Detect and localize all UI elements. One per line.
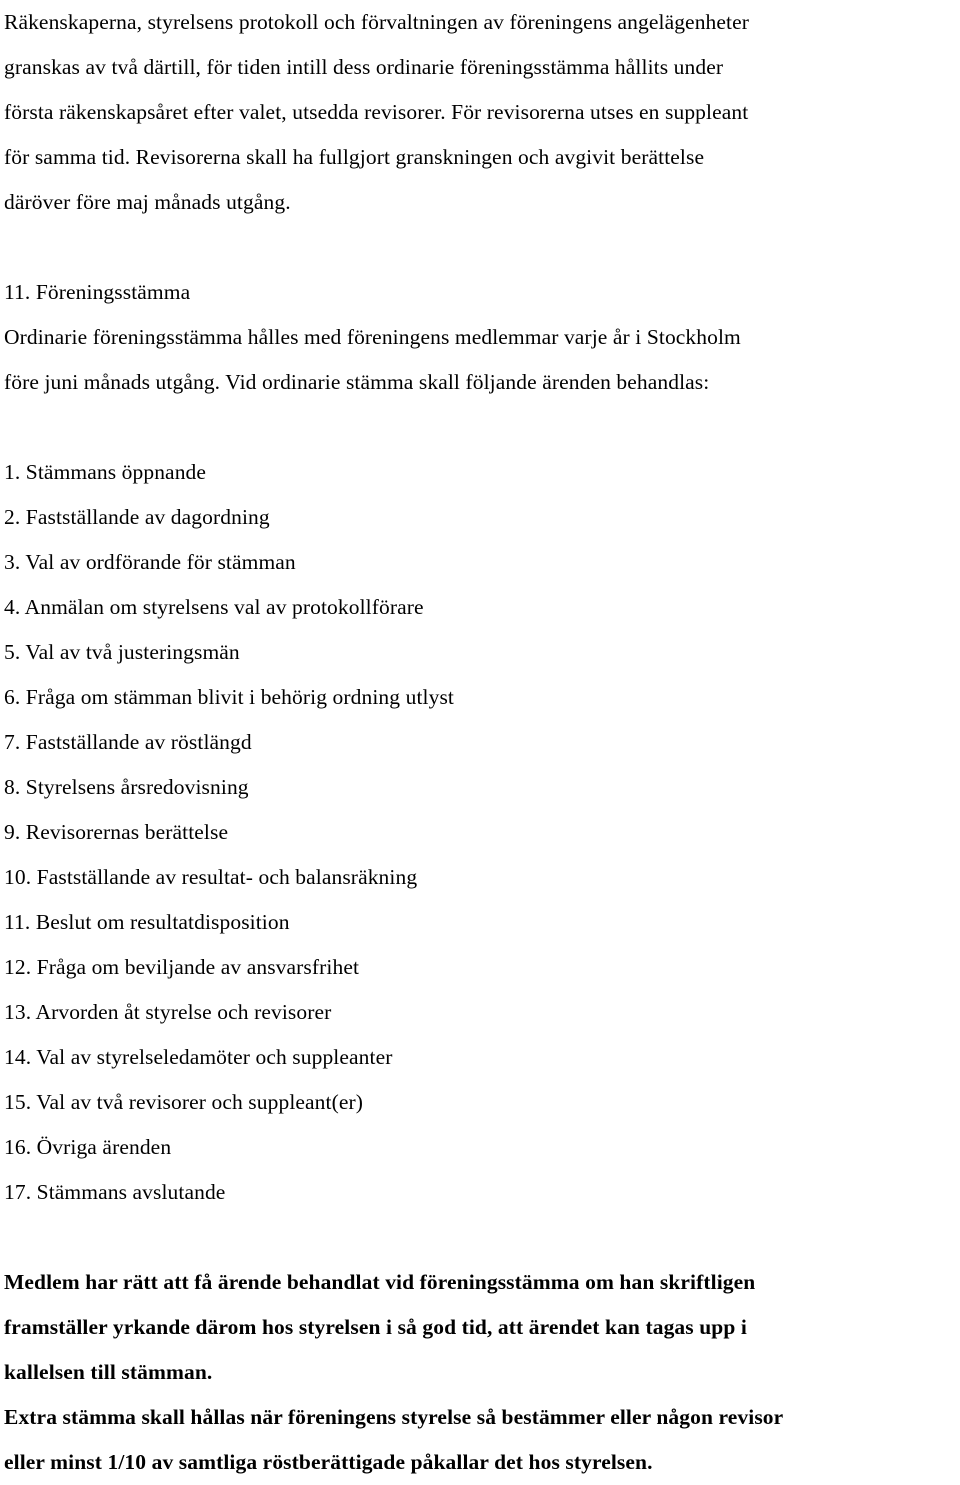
intro-paragraph xyxy=(4,0,956,225)
agenda-item: 7. Fastställande av röstlängd xyxy=(4,730,252,754)
text-line: före juni månads utgång. Vid ordinarie stämma skall följande ärenden behandlas: xyxy=(4,370,710,394)
text-line: eller minst 1/10 av samtliga röstberättigade påkallar det hos styrelsen. xyxy=(4,1450,653,1474)
section-heading: 11. Föreningsstämma xyxy=(4,280,191,304)
text-line: Räkenskaperna, styrelsens protokoll och förvaltningen av föreningens angelägenheter xyxy=(4,10,750,34)
agenda-item: 3. Val av ordförande för stämman xyxy=(4,550,296,574)
agenda-item: 4. Anmälan om styrelsens val av protokollförare xyxy=(4,595,424,619)
agenda-item: 11. Beslut om resultatdisposition xyxy=(4,910,290,934)
agenda-item: 10. Fastställande av resultat- och balansräkning xyxy=(4,865,418,889)
agenda-item: 1. Stämmans öppnande xyxy=(4,460,207,484)
text-line: Medlem har rätt att få ärende behandlat vid föreningsstämma om han skriftligen xyxy=(4,1270,756,1294)
agenda-item: 13. Arvorden åt styrelse och revisorer xyxy=(4,1000,332,1024)
agenda-list xyxy=(4,450,956,1215)
text-line: kallelsen till stämman. xyxy=(4,1360,213,1384)
agenda-item: 16. Övriga ärenden xyxy=(4,1135,172,1159)
text-line: Ordinarie föreningsstämma hålles med föreningens medlemmar varje år i Stockholm xyxy=(4,325,741,349)
section-11 xyxy=(4,270,956,405)
agenda-item: 15. Val av två revisorer och suppleant(er) xyxy=(4,1090,364,1114)
closing-paragraphs xyxy=(4,1260,956,1485)
text-line: första räkenskapsåret efter valet, utsedda revisorer. För revisorerna utses en suppleant xyxy=(4,100,749,124)
document-page xyxy=(4,0,956,1485)
agenda-item: 9. Revisorernas berättelse xyxy=(4,820,229,844)
paragraph-gap xyxy=(4,225,956,270)
agenda-item: 12. Fråga om beviljande av ansvarsfrihet xyxy=(4,955,360,979)
paragraph-gap xyxy=(4,1215,956,1260)
agenda-item: 8. Styrelsens årsredovisning xyxy=(4,775,249,799)
text-line: däröver före maj månads utgång. xyxy=(4,190,291,214)
agenda-item: 17. Stämmans avslutande xyxy=(4,1180,226,1204)
text-line: granskas av två därtill, för tiden intill dess ordinarie föreningsstämma hållits under xyxy=(4,55,724,79)
text-line: för samma tid. Revisorerna skall ha fullgjort granskningen och avgivit berättelse xyxy=(4,145,705,169)
text-line: framställer yrkande därom hos styrelsen i så god tid, att ärendet kan tagas upp i xyxy=(4,1315,747,1339)
text-line: Extra stämma skall hållas när föreningens styrelse så bestämmer eller någon revisor xyxy=(4,1405,784,1429)
agenda-item: 14. Val av styrelseledamöter och suppleanter xyxy=(4,1045,393,1069)
agenda-item: 6. Fråga om stämman blivit i behörig ordning utlyst xyxy=(4,685,454,709)
paragraph-gap xyxy=(4,405,956,450)
agenda-item: 5. Val av två justeringsmän xyxy=(4,640,240,664)
agenda-item: 2. Fastställande av dagordning xyxy=(4,505,270,529)
